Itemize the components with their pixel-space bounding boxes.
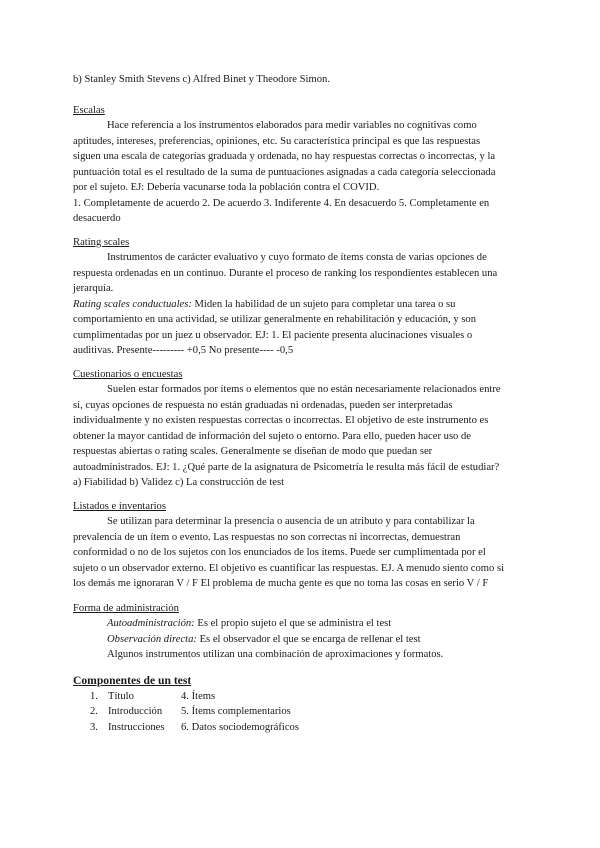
list-item-label: Introducción xyxy=(108,706,163,717)
paragraph-line: Se utilizan para determinar la presencia o ausencia de un atributo y para contabilizar la xyxy=(107,516,475,527)
paragraph-line: conformidad o no de los sujetos con los enunciados de los ítems. Puede ser cumplimentada por el xyxy=(73,547,486,558)
paragraph-line: respuestas abiertas o rating scales. Generalmente se diseñan de modo que puedan ser xyxy=(73,446,433,457)
section-heading-administracion: Forma de administración xyxy=(73,603,179,614)
paragraph-line: autoadministrados. EJ: 1. ¿Qué parte de la asignatura de Psicometría le resulta más fácil de estudiar? xyxy=(73,462,500,473)
list-item-label: 6. Datos sociodemográficos xyxy=(181,722,299,733)
list-number: 3. xyxy=(90,722,98,733)
paragraph-line: sujeto o un observador externo. El objetivo es cuantificar las respuestas. EJ. A menudo siento como si xyxy=(73,563,505,574)
paragraph-line: a) Fiabilidad b) Validez c) La construcción de test xyxy=(73,477,285,488)
paragraph-line: Instrumentos de carácter evaluativo y cuyo formato de ítems consta de varias opciones de xyxy=(107,252,487,263)
paragraph-line: individualmente y no existen respuestas correctas o incorrectas. El objetivo de este instrumento es xyxy=(73,415,489,426)
list-item-label: Título xyxy=(108,691,134,702)
paragraph-line: auditivas. Presente--------- +0,5 No presente---- -0,5 xyxy=(73,345,294,356)
list-number: 2. xyxy=(90,706,98,717)
paragraph-line: sí, cuyas opciones de respuesta no están graduadas ni ordenadas, pueden ser interpretadas xyxy=(73,400,453,411)
paragraph-line: Suelen estar formados por ítems o elementos que no están necesariamente relacionados entre xyxy=(107,384,501,395)
paragraph-line: puntuación total es el resultado de la suma de puntuaciones asignadas a cada categoría seleccionada xyxy=(73,167,496,178)
term-observacion-directa: Observación directa: xyxy=(107,634,197,645)
paragraph-line xyxy=(107,616,391,632)
section-heading-componentes: Componentes de un test xyxy=(73,674,192,687)
answer-options-line: b) Stanley Smith Stevens c) Alfred Binet y Theodore Simon. xyxy=(73,74,330,85)
paragraph-line: 1. Completamente de acuerdo 2. De acuerdo 3. Indiferente 4. En desacuerdo 5. Completamente en xyxy=(73,198,490,209)
section-heading-listados: Listados e inventarios xyxy=(73,501,166,512)
term-autoadministracion: Autoadministración: xyxy=(107,618,195,629)
paragraph-line: Hace referencia a los instrumentos elaborados para medir variables no cognitivas como xyxy=(107,120,477,131)
term-rating-scales-conductuales: Rating scales conductuales: xyxy=(73,299,192,310)
term-definition: Es el propio sujeto el que se administra el test xyxy=(194,618,392,629)
list-item-label: 5. Ítems complementarios xyxy=(181,706,291,717)
paragraph-line: desacuerdo xyxy=(73,213,121,224)
term-definition: Miden la habilidad de un sujeto para completar una tarea o su xyxy=(191,299,456,310)
paragraph-line: siguen una escala de categorías graduada y ordenada, no hay respuestas correctas o incorrectas, y la xyxy=(73,151,496,162)
paragraph-line: respuesta ordenadas en un continuo. Durante el proceso de ranking los respondientes establecen una xyxy=(73,268,498,279)
term-definition: Es el observador el que se encarga de rellenar el test xyxy=(196,634,421,645)
list-item-label: Instrucciones xyxy=(108,722,165,733)
paragraph-line: jerarquía. xyxy=(73,283,114,294)
paragraph-line: cumplimentadas por un juez u observador. EJ: 1. El paciente presenta alucinaciones visuales o xyxy=(73,330,473,341)
list-item-label: 4. Ítems xyxy=(181,691,216,702)
paragraph-line: Algunos instrumentos utilizan una combinación de aproximaciones y formatos. xyxy=(107,649,444,660)
paragraph-line xyxy=(107,632,421,648)
paragraph-line: prevalencia de un ítem o evento. Las respuestas no son correctas ni incorrectas, demuestran xyxy=(73,532,461,543)
section-heading-rating-scales: Rating scales xyxy=(73,237,130,248)
section-heading-escalas: Escalas xyxy=(73,105,105,116)
paragraph-line: los demás me ignoraran V / F El problema de mucha gente es que no toma las cosas en serio V / F xyxy=(73,578,489,589)
paragraph-line: por el sujeto. EJ: Debería vacunarse toda la población contra el COVID. xyxy=(73,182,380,193)
paragraph-line: aptitudes, intereses, preferencias, opiniones, etc. Su característica principal es que las respuestas xyxy=(73,136,481,147)
paragraph-line xyxy=(73,297,455,313)
section-heading-cuestionarios: Cuestionarios o encuestas xyxy=(73,369,183,380)
paragraph-line: comportamiento en una actividad, se utilizar generalmente en rehabilitación y educación, y son xyxy=(73,314,476,325)
list-number: 1. xyxy=(90,691,98,702)
paragraph-line: obtener la mayor cantidad de información del sujeto o entorno. Para ello, pueden hacer uso de xyxy=(73,431,472,442)
